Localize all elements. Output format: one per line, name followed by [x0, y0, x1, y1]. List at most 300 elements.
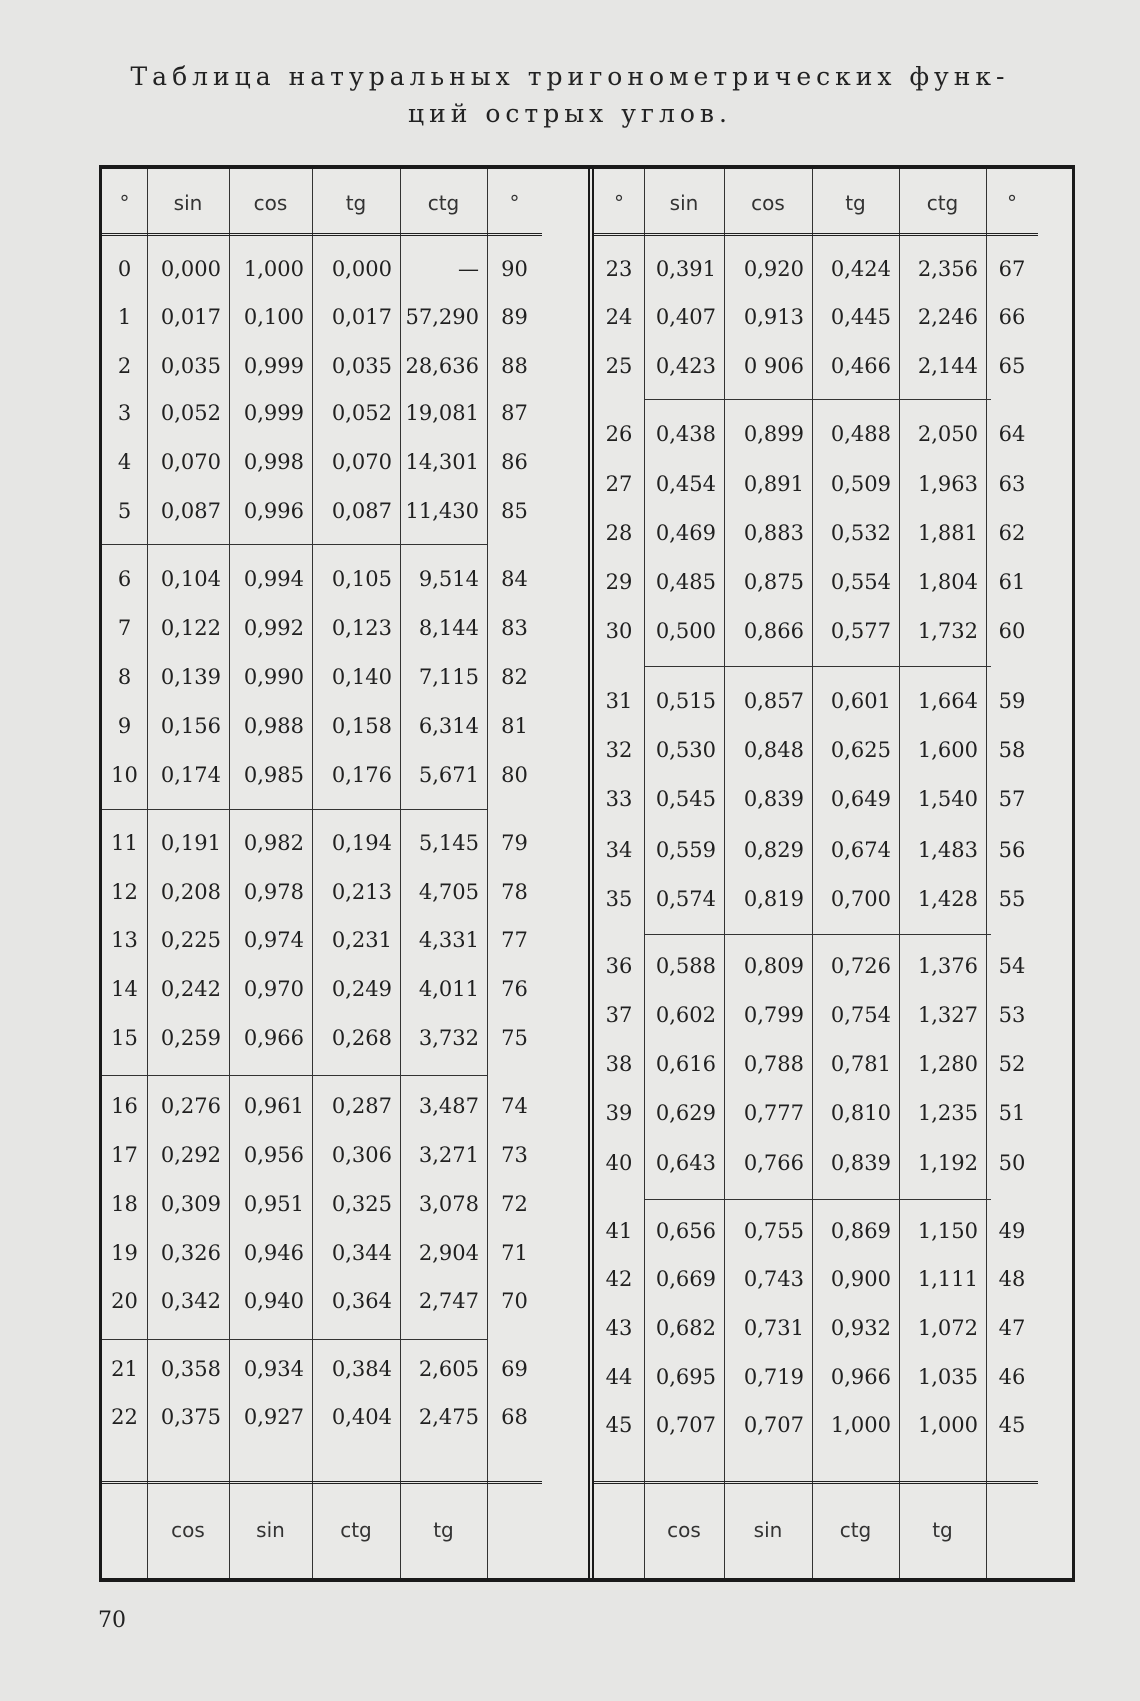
right-cell-tg: 0,488 [830, 422, 891, 446]
left-cell-sin: 0,191 [160, 831, 221, 855]
right-cell-degree: 61 [998, 570, 1026, 594]
left-cell-ctg: 8,144 [418, 616, 479, 640]
left-cell-tg: 0,306 [331, 1143, 392, 1167]
left-cell-degree: 81 [501, 714, 528, 738]
right-cell-ctg: 1,376 [917, 954, 978, 978]
right-cell-degree: 34 [605, 838, 633, 862]
right-cell-sin: 0,500 [655, 619, 716, 643]
right-cell-degree: 41 [605, 1219, 633, 1243]
page-title [60, 58, 1080, 132]
right-cell-ctg: 1,000 [917, 1413, 978, 1437]
left-cell-sin: 0,242 [160, 977, 221, 1001]
right-cell-degree: 55 [998, 887, 1026, 911]
left-cell-sin: 0,070 [160, 450, 221, 474]
right-cell-ctg: 1,540 [917, 787, 978, 811]
left-cell-degree: 76 [501, 977, 528, 1001]
right-cell-cos: 0,819 [743, 887, 804, 911]
right-cell-ctg: 1,150 [917, 1219, 978, 1243]
left-cell-degree: 5 [117, 499, 132, 523]
left-cell-tg: 0,344 [331, 1241, 392, 1265]
right-header-ctg: ctg [926, 191, 959, 215]
left-cell-degree: 14 [111, 977, 138, 1001]
page-title-line-1: Таблица натуральных тригонометрических функ- [130, 62, 1010, 91]
left-cell-degree: 78 [501, 880, 528, 904]
left-cell-sin: 0,276 [160, 1094, 221, 1118]
left-cell-sin: 0,309 [160, 1192, 221, 1216]
right-cell-tg: 0,554 [830, 570, 891, 594]
left-cell-tg: 0,035 [331, 354, 392, 378]
right-cell-cos: 0,799 [743, 1003, 804, 1027]
left-cell-degree: 18 [111, 1192, 138, 1216]
left-cell-sin: 0,208 [160, 880, 221, 904]
right-cell-tg: 0,445 [830, 305, 891, 329]
right-cell-ctg: 2,144 [917, 354, 978, 378]
right-header-cos: cos [751, 191, 785, 215]
left-cell-tg: 0,176 [331, 763, 392, 787]
left-cell-degree: 9 [117, 714, 132, 738]
left-cell-sin: 0,292 [160, 1143, 221, 1167]
right-cell-tg: 0,601 [830, 689, 891, 713]
right-cell-sin: 0,545 [655, 787, 716, 811]
right-cell-degree: 29 [605, 570, 633, 594]
right-cell-degree: 62 [998, 521, 1026, 545]
right-cell-degree: 49 [998, 1219, 1026, 1243]
left-cell-sin: 0,122 [160, 616, 221, 640]
left-cell-cos: 0,927 [243, 1405, 304, 1429]
right-cell-degree: 26 [605, 422, 633, 446]
right-cell-tg: 0,674 [830, 838, 891, 862]
left-cell-cos: 0,951 [243, 1192, 304, 1216]
left-cell-sin: 0,225 [160, 928, 221, 952]
right-cell-tg: 0,781 [830, 1052, 891, 1076]
right-cell-degree: 30 [605, 619, 633, 643]
left-cell-cos: 1,000 [243, 257, 304, 281]
right-cell-tg: 0,754 [830, 1003, 891, 1027]
right-cell-degree: 33 [605, 787, 633, 811]
right-cell-ctg: 1,235 [917, 1101, 978, 1125]
right-group-rule [644, 666, 991, 667]
left-cell-degree: 17 [111, 1143, 138, 1167]
right-cell-degree: 52 [998, 1052, 1026, 1076]
left-cell-sin: 0,174 [160, 763, 221, 787]
right-cell-sin: 0,602 [655, 1003, 716, 1027]
right-cell-degree: 45 [998, 1413, 1026, 1437]
right-cell-degree: 37 [605, 1003, 633, 1027]
left-cell-cos: 0,985 [243, 763, 304, 787]
right-cell-tg: 0,839 [830, 1151, 891, 1175]
left-cell-ctg: 5,145 [418, 831, 479, 855]
right-cell-degree: 43 [605, 1316, 633, 1340]
left-cell-sin: 0,156 [160, 714, 221, 738]
left-cell-sin: 0,342 [160, 1289, 221, 1313]
left-header-rule [102, 233, 542, 239]
left-cell-ctg: 4,011 [418, 977, 479, 1001]
left-cell-degree: 80 [501, 763, 528, 787]
right-cell-ctg: 1,327 [917, 1003, 978, 1027]
right-cell-tg: 0,649 [830, 787, 891, 811]
left-cell-cos: 0,970 [243, 977, 304, 1001]
left-cell-ctg: — [458, 257, 479, 281]
right-cell-ctg: 1,600 [917, 738, 978, 762]
right-cell-ctg: 1,664 [917, 689, 978, 713]
right-cell-tg: 0,726 [830, 954, 891, 978]
left-cell-ctg: 3,487 [418, 1094, 479, 1118]
right-cell-degree: 27 [605, 472, 633, 496]
right-cell-ctg: 1,192 [917, 1151, 978, 1175]
right-cell-cos: 0,755 [743, 1219, 804, 1243]
right-cell-tg: 0,932 [830, 1316, 891, 1340]
left-group-rule [102, 544, 487, 545]
right-cell-degree: 39 [605, 1101, 633, 1125]
right-cell-cos: 0,839 [743, 787, 804, 811]
left-cell-tg: 0,123 [331, 616, 392, 640]
right-cell-tg: 0,869 [830, 1219, 891, 1243]
left-cell-sin: 0,326 [160, 1241, 221, 1265]
right-cell-tg: 0,532 [830, 521, 891, 545]
left-cell-ctg: 3,271 [418, 1143, 479, 1167]
left-cell-degree: 2 [117, 354, 132, 378]
left-cell-degree: 6 [117, 567, 132, 591]
right-cell-degree: 46 [998, 1365, 1026, 1389]
right-cell-cos: 0,743 [743, 1267, 804, 1291]
left-cell-degree: 90 [501, 257, 528, 281]
left-group-rule [102, 1339, 487, 1340]
left-cell-degree: 10 [111, 763, 138, 787]
left-cell-tg: 0,087 [331, 499, 392, 523]
left-cell-cos: 0,992 [243, 616, 304, 640]
left-cell-tg: 0,404 [331, 1405, 392, 1429]
left-cell-tg: 0,070 [331, 450, 392, 474]
left-cell-sin: 0,017 [160, 305, 221, 329]
left-cell-cos: 0,998 [243, 450, 304, 474]
right-cell-degree: 45 [605, 1413, 633, 1437]
left-cell-cos: 0,961 [243, 1094, 304, 1118]
left-cell-sin: 0,035 [160, 354, 221, 378]
right-header-deg: ° [614, 191, 624, 215]
left-cell-ctg: 28,636 [405, 354, 479, 378]
right-cell-sin: 0,669 [655, 1267, 716, 1291]
right-cell-tg: 0,625 [830, 738, 891, 762]
left-cell-sin: 0,375 [160, 1405, 221, 1429]
left-cell-cos: 0,978 [243, 880, 304, 904]
left-cell-tg: 0,158 [331, 714, 392, 738]
left-cell-cos: 0,966 [243, 1026, 304, 1050]
left-cell-cos: 0,974 [243, 928, 304, 952]
left-footer-tg: tg [433, 1517, 454, 1542]
right-cell-ctg: 2,246 [917, 305, 978, 329]
left-cell-ctg: 2,475 [418, 1405, 479, 1429]
right-cell-ctg: 1,732 [917, 619, 978, 643]
left-cell-tg: 0,287 [331, 1094, 392, 1118]
left-cell-degree: 83 [501, 616, 528, 640]
left-cell-degree: 12 [111, 880, 138, 904]
right-header-rule [594, 233, 1038, 239]
left-cell-cos: 0,956 [243, 1143, 304, 1167]
left-cell-degree: 7 [117, 616, 132, 640]
trig-table [99, 165, 1075, 1582]
left-cell-tg: 0,384 [331, 1357, 392, 1381]
left-cell-tg: 0,231 [331, 928, 392, 952]
left-cell-cos: 0,990 [243, 665, 304, 689]
left-cell-degree: 16 [111, 1094, 138, 1118]
table-left-half [102, 169, 588, 1578]
left-cell-degree: 1 [117, 305, 132, 329]
right-cell-ctg: 1,963 [917, 472, 978, 496]
left-cell-sin: 0,104 [160, 567, 221, 591]
right-cell-degree: 48 [998, 1267, 1026, 1291]
right-cell-ctg: 1,483 [917, 838, 978, 862]
right-cell-cos: 0,809 [743, 954, 804, 978]
right-cell-tg: 0,577 [830, 619, 891, 643]
right-cell-sin: 0,454 [655, 472, 716, 496]
right-cell-degree: 38 [605, 1052, 633, 1076]
right-cell-degree: 24 [605, 305, 633, 329]
right-cell-cos: 0,731 [743, 1316, 804, 1340]
left-cell-cos: 0,946 [243, 1241, 304, 1265]
right-cell-degree: 40 [605, 1151, 633, 1175]
right-cell-tg: 0,810 [830, 1101, 891, 1125]
left-cell-ctg: 57,290 [405, 305, 479, 329]
table-right-half [594, 169, 1072, 1578]
left-cell-sin: 0,087 [160, 499, 221, 523]
right-cell-cos: 0,883 [743, 521, 804, 545]
page-title-line-2: ций острых углов. [408, 99, 732, 128]
right-cell-ctg: 2,356 [917, 257, 978, 281]
right-cell-ctg: 1,111 [917, 1267, 978, 1291]
right-cell-sin: 0,485 [655, 570, 716, 594]
left-cell-degree: 8 [117, 665, 132, 689]
right-cell-ctg: 1,881 [917, 521, 978, 545]
right-cell-degree: 36 [605, 954, 633, 978]
left-cell-degree: 20 [111, 1289, 138, 1313]
left-cell-tg: 0,268 [331, 1026, 392, 1050]
left-cell-degree: 75 [501, 1026, 528, 1050]
right-cell-sin: 0,438 [655, 422, 716, 446]
right-footer-tg: tg [932, 1517, 953, 1542]
right-cell-ctg: 1,804 [917, 570, 978, 594]
left-cell-tg: 0,213 [331, 880, 392, 904]
right-cell-degree: 51 [998, 1101, 1026, 1125]
left-header-ctg: ctg [427, 191, 460, 215]
right-cell-cos: 0,857 [743, 689, 804, 713]
right-cell-sin: 0,588 [655, 954, 716, 978]
right-footer-ctg: ctg [839, 1517, 872, 1542]
left-cell-degree: 3 [117, 401, 132, 425]
left-cell-ctg: 3,732 [418, 1026, 479, 1050]
left-cell-ctg: 2,904 [418, 1241, 479, 1265]
right-group-rule [644, 1199, 991, 1200]
left-cell-ctg: 5,671 [418, 763, 479, 787]
right-cell-sin: 0,695 [655, 1365, 716, 1389]
left-cell-tg: 0,000 [331, 257, 392, 281]
right-cell-tg: 0,900 [830, 1267, 891, 1291]
right-cell-ctg: 1,035 [917, 1365, 978, 1389]
right-cell-ctg: 1,072 [917, 1316, 978, 1340]
right-cell-sin: 0,682 [655, 1316, 716, 1340]
left-header-sin: sin [173, 191, 203, 215]
right-cell-tg: 0,700 [830, 887, 891, 911]
left-cell-degree: 21 [111, 1357, 138, 1381]
right-cell-cos: 0,788 [743, 1052, 804, 1076]
right-cell-sin: 0,559 [655, 838, 716, 862]
left-cell-degree: 86 [501, 450, 528, 474]
left-header-tg: tg [345, 191, 367, 215]
left-cell-tg: 0,325 [331, 1192, 392, 1216]
left-cell-cos: 0,940 [243, 1289, 304, 1313]
left-cell-ctg: 2,605 [418, 1357, 479, 1381]
left-cell-ctg: 6,314 [418, 714, 479, 738]
right-cell-degree: 59 [998, 689, 1026, 713]
right-header-tg: tg [845, 191, 866, 215]
left-cell-ctg: 2,747 [418, 1289, 479, 1313]
right-cell-degree: 25 [605, 354, 633, 378]
right-header-deg: ° [1007, 191, 1017, 215]
left-cell-degree: 87 [501, 401, 528, 425]
right-cell-cos: 0,899 [743, 422, 804, 446]
left-cell-degree: 72 [501, 1192, 528, 1216]
right-cell-sin: 0,616 [655, 1052, 716, 1076]
right-cell-ctg: 1,280 [917, 1052, 978, 1076]
left-cell-ctg: 11,430 [405, 499, 479, 523]
left-cell-sin: 0,139 [160, 665, 221, 689]
left-group-rule [102, 1075, 487, 1076]
left-cell-degree: 89 [501, 305, 528, 329]
right-cell-cos: 0,719 [743, 1365, 804, 1389]
left-cell-cos: 0,988 [243, 714, 304, 738]
right-cell-sin: 0,515 [655, 689, 716, 713]
right-cell-tg: 1,000 [830, 1413, 891, 1437]
left-cell-ctg: 4,331 [418, 928, 479, 952]
right-group-rule [644, 399, 991, 400]
left-cell-degree: 19 [111, 1241, 138, 1265]
right-cell-degree: 50 [998, 1151, 1026, 1175]
right-cell-sin: 0,423 [655, 354, 716, 378]
right-cell-ctg: 2,050 [917, 422, 978, 446]
left-cell-degree: 77 [501, 928, 528, 952]
left-cell-sin: 0,259 [160, 1026, 221, 1050]
right-cell-cos: 0,866 [743, 619, 804, 643]
left-cell-sin: 0,358 [160, 1357, 221, 1381]
left-cell-degree: 84 [501, 567, 528, 591]
right-cell-tg: 0,509 [830, 472, 891, 496]
left-cell-tg: 0,017 [331, 305, 392, 329]
left-cell-cos: 0,994 [243, 567, 304, 591]
right-cell-degree: 60 [998, 619, 1026, 643]
left-cell-ctg: 19,081 [405, 401, 479, 425]
right-cell-degree: 47 [998, 1316, 1026, 1340]
right-footer-cos: cos [667, 1517, 701, 1542]
right-cell-sin: 0,574 [655, 887, 716, 911]
right-cell-ctg: 1,428 [917, 887, 978, 911]
left-cell-tg: 0,249 [331, 977, 392, 1001]
left-cell-tg: 0,052 [331, 401, 392, 425]
left-cell-cos: 0,999 [243, 401, 304, 425]
left-header-deg: ° [509, 191, 520, 215]
left-footer-ctg: ctg [340, 1517, 372, 1542]
left-cell-ctg: 3,078 [418, 1192, 479, 1216]
left-footer-rule [102, 1481, 542, 1487]
right-cell-degree: 53 [998, 1003, 1026, 1027]
right-cell-sin: 0,391 [655, 257, 716, 281]
right-cell-degree: 64 [998, 422, 1026, 446]
left-cell-sin: 0,000 [160, 257, 221, 281]
right-cell-degree: 28 [605, 521, 633, 545]
left-cell-degree: 68 [501, 1405, 528, 1429]
left-cell-degree: 4 [117, 450, 132, 474]
left-footer-sin: sin [256, 1517, 285, 1542]
right-cell-tg: 0,424 [830, 257, 891, 281]
right-cell-degree: 58 [998, 738, 1026, 762]
page-number: 70 [98, 1608, 126, 1633]
right-cell-degree: 54 [998, 954, 1026, 978]
right-cell-cos: 0 906 [743, 354, 804, 378]
right-cell-sin: 0,530 [655, 738, 716, 762]
right-cell-degree: 32 [605, 738, 633, 762]
right-cell-sin: 0,643 [655, 1151, 716, 1175]
right-cell-degree: 63 [998, 472, 1026, 496]
right-cell-cos: 0,848 [743, 738, 804, 762]
right-cell-cos: 0,766 [743, 1151, 804, 1175]
left-cell-degree: 70 [501, 1289, 528, 1313]
left-cell-degree: 71 [501, 1241, 528, 1265]
left-cell-ctg: 4,705 [418, 880, 479, 904]
right-cell-sin: 0,407 [655, 305, 716, 329]
right-cell-cos: 0,913 [743, 305, 804, 329]
left-cell-degree: 74 [501, 1094, 528, 1118]
right-cell-sin: 0,629 [655, 1101, 716, 1125]
right-cell-cos: 0,875 [743, 570, 804, 594]
left-cell-tg: 0,364 [331, 1289, 392, 1313]
right-cell-degree: 57 [998, 787, 1026, 811]
right-cell-degree: 65 [998, 354, 1026, 378]
right-cell-tg: 0,966 [830, 1365, 891, 1389]
left-cell-tg: 0,105 [331, 567, 392, 591]
left-cell-degree: 22 [111, 1405, 138, 1429]
right-cell-degree: 44 [605, 1365, 633, 1389]
left-cell-degree: 69 [501, 1357, 528, 1381]
right-footer-rule [594, 1481, 1038, 1487]
right-header-sin: sin [669, 191, 699, 215]
left-cell-degree: 15 [111, 1026, 138, 1050]
left-cell-cos: 0,999 [243, 354, 304, 378]
left-cell-degree: 88 [501, 354, 528, 378]
right-cell-degree: 42 [605, 1267, 633, 1291]
left-cell-degree: 73 [501, 1143, 528, 1167]
left-header-deg: ° [119, 191, 130, 215]
right-cell-sin: 0,707 [655, 1413, 716, 1437]
left-header-cos: cos [253, 191, 288, 215]
right-cell-sin: 0,656 [655, 1219, 716, 1243]
left-cell-degree: 0 [117, 257, 132, 281]
right-cell-cos: 0,707 [743, 1413, 804, 1437]
left-cell-ctg: 9,514 [418, 567, 479, 591]
right-cell-cos: 0,829 [743, 838, 804, 862]
left-cell-cos: 0,982 [243, 831, 304, 855]
left-group-rule [102, 809, 487, 810]
left-cell-ctg: 14,301 [405, 450, 479, 474]
left-cell-degree: 85 [501, 499, 528, 523]
right-cell-degree: 56 [998, 838, 1026, 862]
right-cell-degree: 35 [605, 887, 633, 911]
left-cell-cos: 0,934 [243, 1357, 304, 1381]
right-cell-sin: 0,469 [655, 521, 716, 545]
left-cell-tg: 0,194 [331, 831, 392, 855]
right-cell-degree: 23 [605, 257, 633, 281]
left-cell-tg: 0,140 [331, 665, 392, 689]
right-group-rule [644, 934, 991, 935]
left-cell-cos: 0,996 [243, 499, 304, 523]
left-cell-degree: 13 [111, 928, 138, 952]
